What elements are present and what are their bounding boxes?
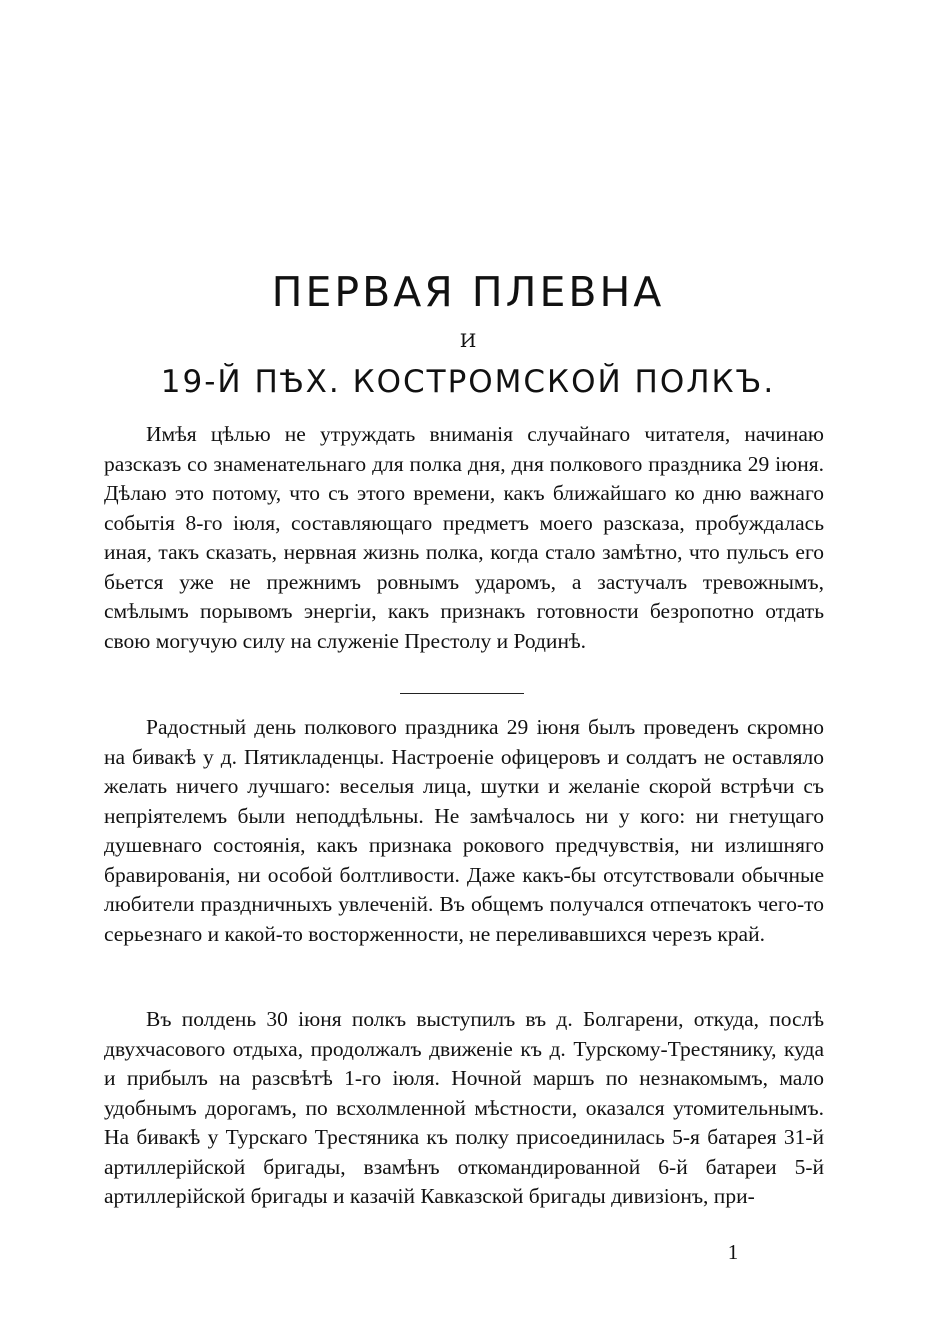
title-conjunction: И: [459, 330, 477, 352]
section-divider: [400, 693, 524, 694]
page-number: 1: [727, 1240, 739, 1264]
page-subtitle: 19-Й ПѢХ. КОСТРОМСКОЙ ПОЛКЪ.: [160, 364, 776, 400]
page-title: ПЕРВАЯ ПЛЕВНА: [271, 268, 665, 316]
paragraph-regimental-holiday: Радостный день полкового праздника 29 іюня былъ проведенъ скромно на бивакѣ у д. Пятикладенцы. Настроеніе офицеровъ и солдатъ не оставляло желать ничего лучшаго: веселыя лица, шутки и желаніе скорой встрѣчи съ непріятелемъ были неподдѣльны. Не замѣчалось ни у кого: ни гнетущаго душевнаго состоянія, какъ признака рокового предчувствія, ни излишняго бравированія, ни особой болтливости. Даже какъ-бы отсутствовали обычные любители праздничныхъ увлеченій. Въ общемъ получался отпечатокъ чего-то серьезнаго и какой-то восторженности, не переливавшихся черезъ край.: [104, 715, 824, 946]
paragraph-march: Въ полдень 30 іюня полкъ выступилъ въ д. Болгарени, откуда, послѣ двухчасового отдыха, продолжалъ движеніе къ д. Турскому-Трестянику, куда и прибылъ на разсвѣтѣ 1-го іюля. Ночной маршъ по незнакомымъ, мало удобнымъ дорогамъ, по всхолмленной мѣстности, оказался утомительнымъ. На бивакѣ у Турскаго Трестяника къ полку присоединилась 5-я батарея 31-й артиллерійской бригады, взамѣнъ откомандированной 6-й батареи 5-й артиллерійской бригады и казачій Кавказской бригады дивизіонъ, при-: [104, 1007, 824, 1208]
paragraph-intro: Имѣя цѣлью не утруждать вниманія случайнаго читателя, начинаю разсказъ со знаменательнаго для полка дня, дня полкового праздника 29 іюня. Дѣлаю это потому, что съ этого времени, какъ ближайшаго ко дню важнаго событія 8-го іюля, составляющаго предметъ моего разсказа, пробуждалась иная, такъ сказать, нервная жизнь полка, когда стало замѣтно, что пульсъ его бьется уже не прежнимъ ровнымъ ударомъ, а застучалъ тревожнымъ, смѣлымъ порывомъ энергіи, какъ признакъ готовности безропотно отдать свою могучую силу на служеніе Престолу и Родинѣ.: [104, 422, 824, 653]
